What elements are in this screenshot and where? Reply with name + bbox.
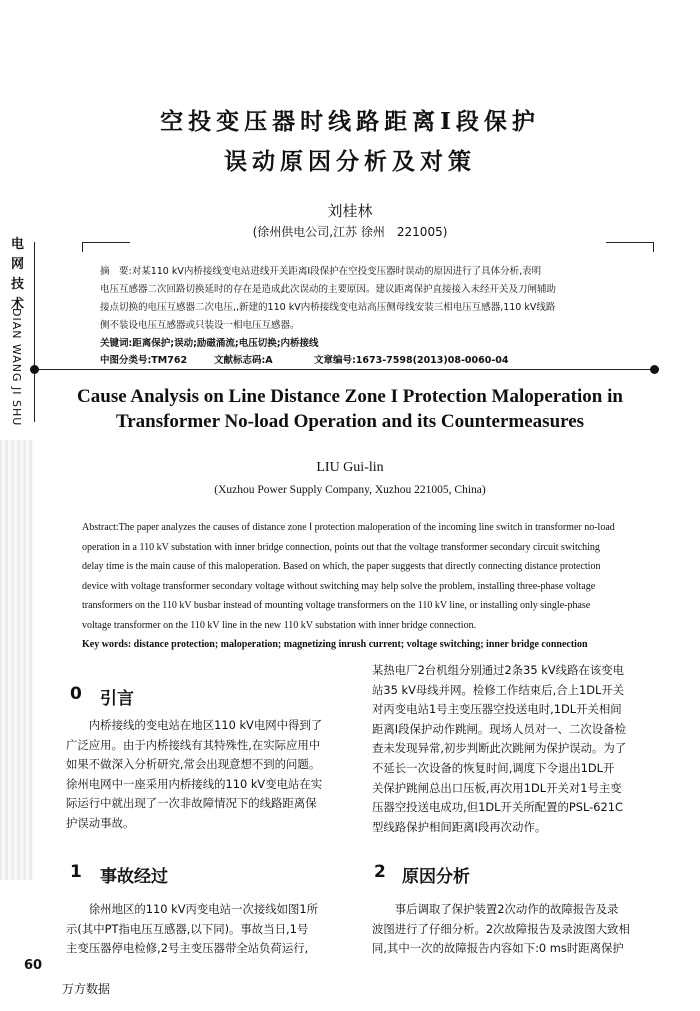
section-0-line: 徐州电网中一座采用内桥接线的110 kV变电站在实 [66, 776, 323, 791]
section-1-body [66, 900, 318, 959]
right-column-line: 某热电厂2台机组分别通过2条35 kV线路在该变电 [372, 663, 625, 677]
journal-side-char-3: 技 [11, 277, 25, 292]
abstract-en-line-5: transformers on the 110 kV busbar instead of mounting voltage transformers on the 110 kV line, or installing only single-phase [82, 600, 591, 611]
journal-side-pinyin: DIAN WANG JI SHU [10, 308, 23, 427]
section-1-number: 1 [70, 862, 82, 882]
section-2-line: 同,其中一次的故障报告内容如下:0 ms时距离保护 [372, 941, 624, 956]
footer-watermark: 万方数据 [62, 982, 111, 996]
rule-dot-right [650, 365, 659, 374]
document-code: 文献标志码:A [214, 355, 273, 366]
section-0-line: 广泛应用。由于内桥接线有其特殊性,在实际应用中 [66, 737, 321, 752]
author-en: LIU Gui-lin [316, 460, 384, 475]
right-column-line: 不延长一次设备的恢复时间,调度下令退出1DL开 [372, 760, 615, 775]
right-column-body [372, 661, 626, 837]
section-0-line: 内桥接线的变电站在地区110 kV电网中得到了 [66, 718, 323, 732]
section-0-line: 际运行中就出现了一次非故障情况下的线路距离保 [66, 796, 317, 811]
abstract-cn-line-4: 侧不装设电压互感器或只装设一相电压互感器。 [100, 320, 300, 331]
abstract-cn-line-1: 摘 要:对某110 kV内桥接线变电站进线开关距离Ⅰ段保护在空投变压器时误动的原因进行了具体分析,表明 [100, 266, 542, 277]
section-0-line: 如果不做深入分析研究,常会出现意想不到的问题。 [66, 757, 321, 772]
section-2-line: 波图进行了仔细分析。2次故障报告及录波图大致相 [372, 921, 630, 936]
section-0-line: 护误动事故。 [66, 815, 135, 830]
section-1-line: 主变压器停电检修,2号主变压器带全站负荷运行, [66, 941, 309, 956]
affiliation-en: (Xuzhou Power Supply Company, Xuzhou 221005, China) [214, 484, 486, 496]
right-column-line: 站35 kV母线并网。检修工作结束后,合上1DL开关 [372, 682, 625, 697]
right-column-line: 压器空投送电成功,但1DL开关所配置的PSL-621C [372, 800, 623, 815]
section-0-body [66, 716, 322, 834]
section-1-line: 示(其中PT指电压互感器,以下同)。事故当日,1号 [66, 921, 309, 936]
author-cn: 刘桂林 [327, 202, 373, 220]
section-1-title: 事故经过 [100, 867, 168, 887]
abstract-en [82, 518, 654, 655]
right-column-line: 距离Ⅰ段保护动作跳闸。现场人员对一、二次设备检 [372, 721, 626, 736]
scan-edge [0, 440, 34, 880]
section-2-title: 原因分析 [402, 867, 470, 887]
abstract-cn-line-3: 接点切换的电压互感器二次电压,,新建的110 kV内桥接线变电站高压侧母线安装三相电压互感器,110 kV线路 [100, 302, 556, 313]
header-rule [34, 369, 654, 370]
right-column-line: 查未发现异常,初步判断此次跳闸为保护误动。为了 [372, 741, 627, 756]
keywords-en: Key words: distance protection; maloperation; magnetizing inrush current; voltage switching; inner bridge connection [82, 639, 588, 650]
abstract-en-line-6: voltage transformer on the 110 kV line in the new 110 kV substation with inner bridge connection. [82, 619, 477, 631]
right-column-line: 型线路保护相间距离Ⅰ段再次动作。 [372, 819, 547, 834]
journal-side-char-1: 电 [11, 237, 25, 252]
page-number: 60 [24, 958, 43, 973]
title-en-line-1: Cause Analysis on Line Distance Zone I Protection Maloperation in [77, 386, 623, 407]
affiliation-cn: (徐州供电公司,江苏 徐州 221005) [252, 225, 448, 239]
section-2-number: 2 [374, 862, 386, 882]
title-en-line-2: Transformer No-load Operation and its Countermeasures [115, 411, 585, 432]
keywords-cn: 关键词:距离保护;误动;励磁涌流;电压切换;内桥接线 [100, 338, 319, 349]
section-1-line: 徐州地区的110 kV丙变电站一次接线如图1所 [66, 902, 319, 916]
abstract-cn-line-2: 电压互感器二次回路切换延时的存在是造成此次误动的主要原因。建议距离保护直接接入未经开关及刀闸辅助 [100, 284, 557, 295]
section-0-title: 引言 [100, 689, 134, 709]
clc-number: 中图分类号:TM762 [100, 355, 188, 366]
right-column-line: 关保护跳闸总出口压板,再次用1DL开关对1号主变 [372, 780, 622, 795]
rule-dot-left [30, 365, 39, 374]
article-number: 文章编号:1673-7598(2013)08-0060-04 [314, 355, 509, 366]
journal-side-char-4: 术 [11, 297, 25, 312]
section-2-body [372, 900, 630, 959]
abstract-en-line-4: device with voltage transformer secondary voltage without switching may help solve the problem, installing three-phase voltage [82, 580, 596, 592]
abstract-en-line-1: Abstract:The paper analyzes the causes of distance zone Ⅰ protection maloperation of the incoming line switch in transformer no-load [82, 522, 615, 533]
section-2-line: 事后调取了保护装置2次动作的故障报告及录 [372, 902, 619, 916]
title-cn-line-2: 误动原因分析及对策 [224, 148, 476, 175]
section-0-number: 0 [70, 684, 82, 704]
journal-side-char-2: 网 [11, 257, 25, 272]
abstract-en-line-3: delay time is the main cause of this maloperation. Based on which, the paper suggests that directly connecting distance protection [82, 561, 601, 572]
title-cn-line-1: 空投变压器时线路距离Ⅰ段保护 [160, 108, 540, 135]
abstract-en-line-2: operation in a 110 kV substation with inner bridge connection, points out that the voltage transformer secondary circuit switching [82, 541, 600, 553]
right-column-line: 对丙变电站1号主变压器空投送电时,1DL开关相间 [372, 702, 622, 717]
